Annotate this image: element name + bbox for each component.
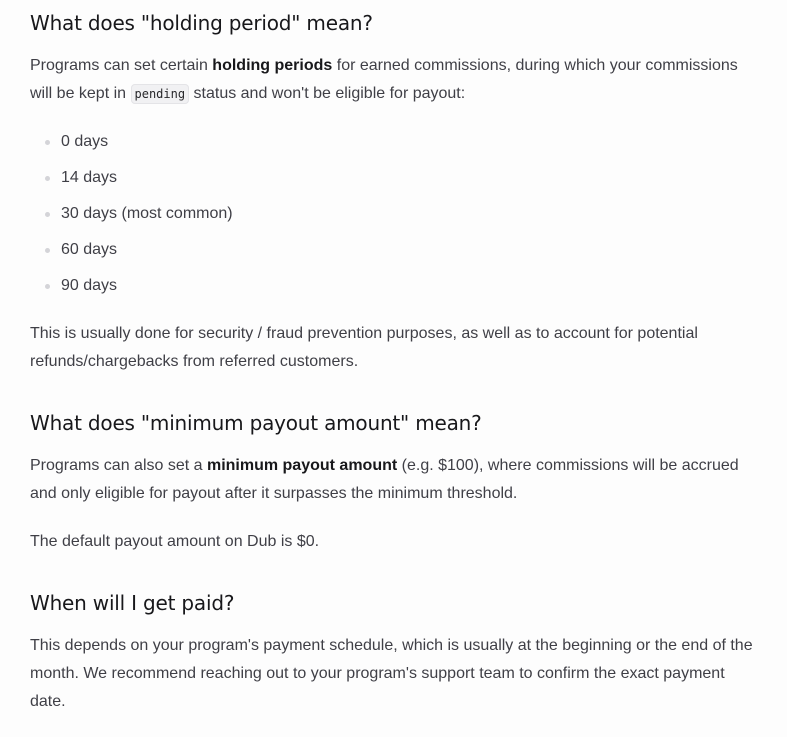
text-span: for earned commissions, during which your commissions will be kept in — [30, 57, 738, 102]
bullet-icon — [45, 284, 50, 289]
holding-period-reason-paragraph: This is usually done for security / fraud prevention purposes, as well as to account for potential refunds/chargebacks from referred customers. — [30, 325, 698, 370]
section-heading-minimum-payout: What does "minimum payout amount" mean? — [30, 411, 482, 435]
list-item-label: 90 days — [61, 277, 118, 294]
inline-code-pending: pending — [131, 84, 190, 104]
minimum-payout-paragraph — [30, 452, 760, 508]
holding-period-paragraph — [30, 52, 760, 108]
holding-period-list — [30, 128, 233, 308]
section-heading-when-paid: When will I get paid? — [30, 591, 235, 615]
list-item — [30, 164, 233, 200]
list-item — [30, 128, 233, 164]
bold-term-minimum-payout-amount: minimum payout amount — [206, 457, 398, 474]
bullet-icon — [45, 248, 50, 253]
bullet-icon — [45, 176, 50, 181]
bold-term-holding-periods: holding periods — [212, 57, 333, 74]
list-item — [30, 236, 233, 272]
text-span: (e.g. $100), where commissions will be accrued and only eligible for payout after it surpasses the minimum threshold. — [30, 457, 739, 502]
list-item — [30, 200, 233, 236]
bullet-icon — [45, 212, 50, 217]
list-item-label: 30 days (most common) — [61, 205, 233, 222]
default-payout-paragraph: The default payout amount on Dub is $0. — [30, 533, 320, 550]
payment-schedule-paragraph: This depends on your program's payment schedule, which is usually at the beginning or the end of the month. We recommend reaching out to your program's support team to confirm the exact payment date. — [30, 637, 753, 710]
text-span: Programs can set certain — [30, 57, 213, 74]
section-heading-holding-period: What does "holding period" mean? — [30, 11, 373, 35]
text-span: Programs can also set a — [30, 457, 207, 474]
text-span: status and won't be eligible for payout: — [189, 85, 466, 102]
list-item-label: 60 days — [61, 241, 118, 258]
bullet-icon — [45, 140, 50, 145]
list-item-label: 0 days — [61, 133, 109, 150]
list-item — [30, 272, 233, 308]
list-item-label: 14 days — [61, 169, 118, 186]
